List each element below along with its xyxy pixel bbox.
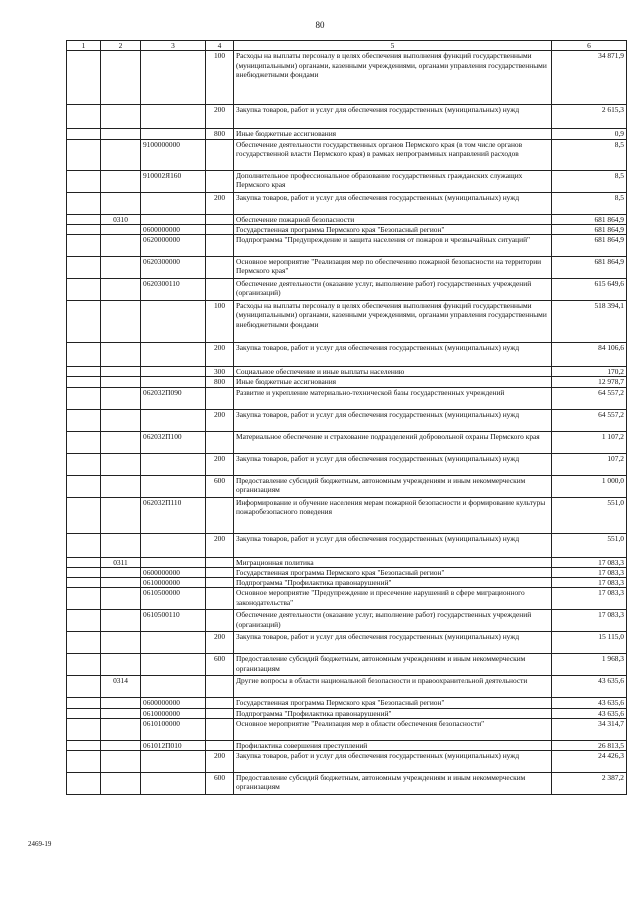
cell-amount: 17 083,3 [552, 588, 627, 610]
cell-section-code [101, 751, 141, 773]
cell-amount: 43 635,6 [552, 708, 627, 718]
table-row [67, 708, 627, 718]
cell-amount: 681 864,9 [552, 257, 627, 279]
cell-description: Основное мероприятие "Реализация мер в области обеспечения безопасности" [234, 718, 552, 740]
cell-expense-type: 200 [206, 751, 234, 773]
cell-target-article [141, 773, 206, 795]
cell-target-article: 0620000000 [141, 235, 206, 257]
cell-target-article [141, 51, 206, 105]
header-col-3: 3 [141, 41, 206, 51]
cell-col-1 [67, 367, 101, 377]
cell-section-code [101, 632, 141, 654]
cell-expense-type [206, 431, 234, 453]
cell-amount: 551,0 [552, 497, 627, 533]
cell-section-code [101, 718, 141, 740]
cell-section-code [101, 170, 141, 192]
cell-target-article [141, 409, 206, 431]
cell-col-1 [67, 139, 101, 170]
cell-expense-type [206, 740, 234, 750]
cell-description: Расходы на выплаты персоналу в целях обеспечения выполнения функций государственными (муниципальными) органами, казенными учреждениями, органами управления государственными внебюджетными фондами [234, 301, 552, 343]
cell-description: Социальное обеспечение и иные выплаты населению [234, 367, 552, 377]
cell-amount: 681 864,9 [552, 235, 627, 257]
cell-description: Иные бюджетные ассигнования [234, 129, 552, 139]
cell-amount: 34 871,9 [552, 51, 627, 105]
cell-col-1 [67, 387, 101, 409]
cell-description: Закупка товаров, работ и услуг для обеспечения государственных (муниципальных) нужд [234, 343, 552, 367]
table-row [67, 654, 627, 676]
cell-amount: 107,2 [552, 453, 627, 475]
cell-col-1 [67, 533, 101, 557]
cell-col-1 [67, 343, 101, 367]
table-row [67, 533, 627, 557]
cell-amount: 43 635,6 [552, 676, 627, 698]
cell-col-1 [67, 170, 101, 192]
cell-section-code [101, 192, 141, 214]
cell-target-article: 0610100000 [141, 718, 206, 740]
cell-section-code [101, 588, 141, 610]
cell-expense-type [206, 718, 234, 740]
cell-col-1 [67, 129, 101, 139]
table-row [67, 301, 627, 343]
cell-section-code [101, 224, 141, 234]
cell-target-article: 0600000000 [141, 224, 206, 234]
cell-expense-type [206, 214, 234, 224]
cell-description: Дополнительное профессиональное образование государственных гражданских служащих Пермского края [234, 170, 552, 192]
cell-description: Миграционная политика [234, 557, 552, 567]
cell-expense-type [206, 698, 234, 708]
cell-description: Закупка товаров, работ и услуг для обеспечения государственных (муниципальных) нужд [234, 533, 552, 557]
table-row [67, 377, 627, 387]
cell-expense-type: 100 [206, 301, 234, 343]
table-row [67, 740, 627, 750]
table-body [67, 51, 627, 795]
cell-target-article [141, 751, 206, 773]
cell-section-code: 0314 [101, 676, 141, 698]
cell-col-1 [67, 610, 101, 632]
cell-amount: 170,2 [552, 367, 627, 377]
cell-description: Обеспечение деятельности (оказание услуг, выполнение работ) государственных учреждений (организаций) [234, 610, 552, 632]
cell-section-code [101, 431, 141, 453]
table-row [67, 557, 627, 567]
cell-description: Подпрограмма "Профилактика правонарушений" [234, 578, 552, 588]
cell-col-1 [67, 588, 101, 610]
cell-expense-type [206, 567, 234, 577]
cell-amount: 12 978,7 [552, 377, 627, 387]
cell-col-1 [67, 698, 101, 708]
table-row [67, 567, 627, 577]
cell-expense-type: 200 [206, 105, 234, 129]
cell-col-1 [67, 718, 101, 740]
header-col-1: 1 [67, 41, 101, 51]
cell-amount: 17 083,3 [552, 610, 627, 632]
cell-col-1 [67, 431, 101, 453]
cell-description: Предоставление субсидий бюджетным, автономным учреждениям и иным некоммерческим организациям [234, 654, 552, 676]
cell-amount: 2 615,3 [552, 105, 627, 129]
cell-col-1 [67, 654, 101, 676]
cell-col-1 [67, 279, 101, 301]
cell-amount: 8,5 [552, 139, 627, 170]
cell-section-code [101, 578, 141, 588]
cell-col-1 [67, 301, 101, 343]
cell-target-article: 0620300000 [141, 257, 206, 279]
table-row [67, 192, 627, 214]
cell-description: Обеспечение деятельности государственных органов Пермского края (в том числе органов государственной власти Пермского края) в рамках непрограммных направлений расходов [234, 139, 552, 170]
cell-target-article [141, 676, 206, 698]
cell-target-article [141, 301, 206, 343]
table-row [67, 718, 627, 740]
table-row [67, 578, 627, 588]
cell-section-code [101, 105, 141, 129]
table-row [67, 235, 627, 257]
cell-col-1 [67, 235, 101, 257]
cell-target-article: 9100000000 [141, 139, 206, 170]
table-row [67, 751, 627, 773]
table-row [67, 51, 627, 105]
cell-amount: 26 813,5 [552, 740, 627, 750]
cell-target-article [141, 214, 206, 224]
cell-expense-type [206, 170, 234, 192]
table-row [67, 698, 627, 708]
cell-section-code [101, 235, 141, 257]
cell-col-1 [67, 453, 101, 475]
cell-description: Обеспечение пожарной безопасности [234, 214, 552, 224]
cell-section-code [101, 698, 141, 708]
cell-description: Предоставление субсидий бюджетным, автономным учреждениям и иным некоммерческим организациям [234, 773, 552, 795]
cell-description: Закупка товаров, работ и услуг для обеспечения государственных (муниципальных) нужд [234, 192, 552, 214]
cell-description: Закупка товаров, работ и услуг для обеспечения государственных (муниципальных) нужд [234, 105, 552, 129]
cell-description: Профилактика совершения преступлений [234, 740, 552, 750]
cell-expense-type: 800 [206, 129, 234, 139]
cell-description: Государственная программа Пермского края "Безопасный регион" [234, 224, 552, 234]
cell-section-code [101, 343, 141, 367]
table-row [67, 129, 627, 139]
cell-section-code [101, 139, 141, 170]
table-row [67, 453, 627, 475]
cell-description: Информирование и обучение населения мерам пожарной безопасности и формирование культуры пожаробезопасного поведения [234, 497, 552, 533]
cell-amount: 551,0 [552, 533, 627, 557]
table-row [67, 367, 627, 377]
cell-amount: 64 557,2 [552, 409, 627, 431]
cell-amount: 615 649,6 [552, 279, 627, 301]
cell-expense-type [206, 279, 234, 301]
table-row [67, 773, 627, 795]
cell-description: Обеспечение деятельности (оказание услуг, выполнение работ) государственных учреждений (организаций) [234, 279, 552, 301]
cell-section-code: 0310 [101, 214, 141, 224]
cell-expense-type: 200 [206, 632, 234, 654]
cell-amount: 34 314,7 [552, 718, 627, 740]
header-col-2: 2 [101, 41, 141, 51]
cell-expense-type: 600 [206, 773, 234, 795]
cell-col-1 [67, 578, 101, 588]
cell-col-1 [67, 192, 101, 214]
cell-target-article: 062032П090 [141, 387, 206, 409]
cell-col-1 [67, 676, 101, 698]
cell-section-code [101, 257, 141, 279]
table-row [67, 497, 627, 533]
cell-description: Развитие и укрепление материально-технической базы государственных учреждений [234, 387, 552, 409]
table-row [67, 610, 627, 632]
cell-target-article [141, 475, 206, 497]
cell-expense-type [206, 139, 234, 170]
cell-description: Расходы на выплаты персоналу в целях обеспечения выполнения функций государственными (муниципальными) органами, казенными учреждениями, органами управления государственными внебюджетными фондами [234, 51, 552, 105]
cell-section-code [101, 51, 141, 105]
cell-amount: 518 394,1 [552, 301, 627, 343]
cell-target-article [141, 557, 206, 567]
cell-target-article: 062032П110 [141, 497, 206, 533]
cell-col-1 [67, 475, 101, 497]
cell-description: Закупка товаров, работ и услуг для обеспечения государственных (муниципальных) нужд [234, 632, 552, 654]
cell-section-code [101, 654, 141, 676]
cell-col-1 [67, 740, 101, 750]
table-row [67, 387, 627, 409]
table-header-row [67, 41, 627, 51]
cell-section-code [101, 497, 141, 533]
cell-section-code [101, 367, 141, 377]
cell-section-code [101, 610, 141, 632]
cell-amount: 8,5 [552, 170, 627, 192]
cell-target-article [141, 654, 206, 676]
cell-col-1 [67, 377, 101, 387]
cell-col-1 [67, 257, 101, 279]
cell-target-article: 061012П010 [141, 740, 206, 750]
cell-expense-type [206, 387, 234, 409]
cell-target-article [141, 343, 206, 367]
cell-expense-type [206, 676, 234, 698]
header-col-5: 5 [234, 41, 552, 51]
cell-target-article: 0610000000 [141, 708, 206, 718]
cell-description: Подпрограмма "Предупреждение и защита населения от пожаров и чрезвычайных ситуаций" [234, 235, 552, 257]
cell-amount: 681 864,9 [552, 214, 627, 224]
cell-expense-type: 200 [206, 453, 234, 475]
cell-amount: 1 968,3 [552, 654, 627, 676]
cell-description: Государственная программа Пермского края "Безопасный регион" [234, 567, 552, 577]
cell-target-article: 0610500000 [141, 588, 206, 610]
cell-amount: 17 083,3 [552, 578, 627, 588]
cell-target-article: 0600000000 [141, 698, 206, 708]
cell-section-code [101, 567, 141, 577]
cell-section-code [101, 129, 141, 139]
cell-target-article: 062032П100 [141, 431, 206, 453]
cell-amount: 64 557,2 [552, 387, 627, 409]
cell-col-1 [67, 224, 101, 234]
cell-col-1 [67, 105, 101, 129]
header-col-6: 6 [552, 41, 627, 51]
cell-description: Материальное обеспечение и страхование подразделений добровольной охраны Пермского края [234, 431, 552, 453]
cell-expense-type [206, 235, 234, 257]
cell-section-code [101, 279, 141, 301]
table-row [67, 409, 627, 431]
cell-target-article [141, 377, 206, 387]
cell-expense-type: 600 [206, 475, 234, 497]
cell-expense-type [206, 224, 234, 234]
cell-amount: 15 115,0 [552, 632, 627, 654]
cell-amount: 8,5 [552, 192, 627, 214]
cell-col-1 [67, 557, 101, 567]
table-row [67, 257, 627, 279]
table-row [67, 343, 627, 367]
cell-expense-type: 600 [206, 654, 234, 676]
cell-description: Основное мероприятие "Предупреждение и пресечение нарушений в сфере миграционного законодательства" [234, 588, 552, 610]
page-number: 80 [315, 20, 325, 30]
cell-target-article: 910002Я160 [141, 170, 206, 192]
cell-section-code [101, 387, 141, 409]
cell-description: Предоставление субсидий бюджетным, автономным учреждениям и иным некоммерческим организациям [234, 475, 552, 497]
cell-expense-type [206, 588, 234, 610]
table-row [67, 224, 627, 234]
cell-col-1 [67, 708, 101, 718]
cell-description: Другие вопросы в области национальной безопасности и правоохранительной деятельности [234, 676, 552, 698]
table-row [67, 214, 627, 224]
cell-section-code [101, 409, 141, 431]
cell-description: Государственная программа Пермского края "Безопасный регион" [234, 698, 552, 708]
cell-expense-type [206, 557, 234, 567]
cell-expense-type: 300 [206, 367, 234, 377]
cell-section-code [101, 453, 141, 475]
table-row [67, 431, 627, 453]
cell-amount: 84 106,6 [552, 343, 627, 367]
cell-col-1 [67, 497, 101, 533]
cell-target-article [141, 105, 206, 129]
cell-description: Закупка товаров, работ и услуг для обеспечения государственных (муниципальных) нужд [234, 409, 552, 431]
table-row [67, 632, 627, 654]
cell-target-article: 0610000000 [141, 578, 206, 588]
cell-expense-type [206, 708, 234, 718]
cell-description: Подпрограмма "Профилактика правонарушений" [234, 708, 552, 718]
cell-section-code [101, 533, 141, 557]
header-col-4: 4 [206, 41, 234, 51]
table-row [67, 170, 627, 192]
cell-amount: 681 864,9 [552, 224, 627, 234]
cell-section-code: 0311 [101, 557, 141, 567]
cell-amount: 1 000,0 [552, 475, 627, 497]
cell-description: Иные бюджетные ассигнования [234, 377, 552, 387]
document-code: 2469-19 [28, 840, 52, 848]
cell-amount: 24 426,3 [552, 751, 627, 773]
cell-description: Закупка товаров, работ и услуг для обеспечения государственных (муниципальных) нужд [234, 751, 552, 773]
cell-expense-type: 200 [206, 192, 234, 214]
cell-col-1 [67, 51, 101, 105]
cell-section-code [101, 377, 141, 387]
cell-target-article [141, 453, 206, 475]
cell-target-article [141, 192, 206, 214]
table-row [67, 279, 627, 301]
cell-amount: 43 635,6 [552, 698, 627, 708]
table-row [67, 475, 627, 497]
cell-col-1 [67, 751, 101, 773]
cell-target-article: 0610500110 [141, 610, 206, 632]
cell-expense-type: 100 [206, 51, 234, 105]
cell-expense-type: 200 [206, 343, 234, 367]
cell-target-article [141, 129, 206, 139]
cell-expense-type: 200 [206, 409, 234, 431]
cell-expense-type [206, 610, 234, 632]
cell-section-code [101, 475, 141, 497]
budget-table [66, 40, 627, 795]
cell-target-article [141, 632, 206, 654]
cell-section-code [101, 773, 141, 795]
cell-amount: 0,9 [552, 129, 627, 139]
table-row [67, 139, 627, 170]
cell-amount: 17 083,3 [552, 557, 627, 567]
table-row [67, 588, 627, 610]
cell-expense-type: 800 [206, 377, 234, 387]
cell-section-code [101, 740, 141, 750]
cell-target-article [141, 367, 206, 377]
cell-expense-type [206, 497, 234, 533]
table-row [67, 676, 627, 698]
cell-target-article: 0620300110 [141, 279, 206, 301]
cell-section-code [101, 708, 141, 718]
cell-expense-type: 200 [206, 533, 234, 557]
cell-amount: 17 083,3 [552, 567, 627, 577]
cell-expense-type [206, 578, 234, 588]
cell-amount: 1 107,2 [552, 431, 627, 453]
cell-col-1 [67, 632, 101, 654]
cell-col-1 [67, 773, 101, 795]
cell-col-1 [67, 409, 101, 431]
table-row [67, 105, 627, 129]
cell-col-1 [67, 214, 101, 224]
cell-section-code [101, 301, 141, 343]
cell-amount: 2 387,2 [552, 773, 627, 795]
cell-target-article: 0600000000 [141, 567, 206, 577]
cell-target-article [141, 533, 206, 557]
cell-description: Основное мероприятие "Реализация мер по обеспечению пожарной безопасности на территории Пермского края" [234, 257, 552, 279]
cell-description: Закупка товаров, работ и услуг для обеспечения государственных (муниципальных) нужд [234, 453, 552, 475]
cell-col-1 [67, 567, 101, 577]
cell-expense-type [206, 257, 234, 279]
